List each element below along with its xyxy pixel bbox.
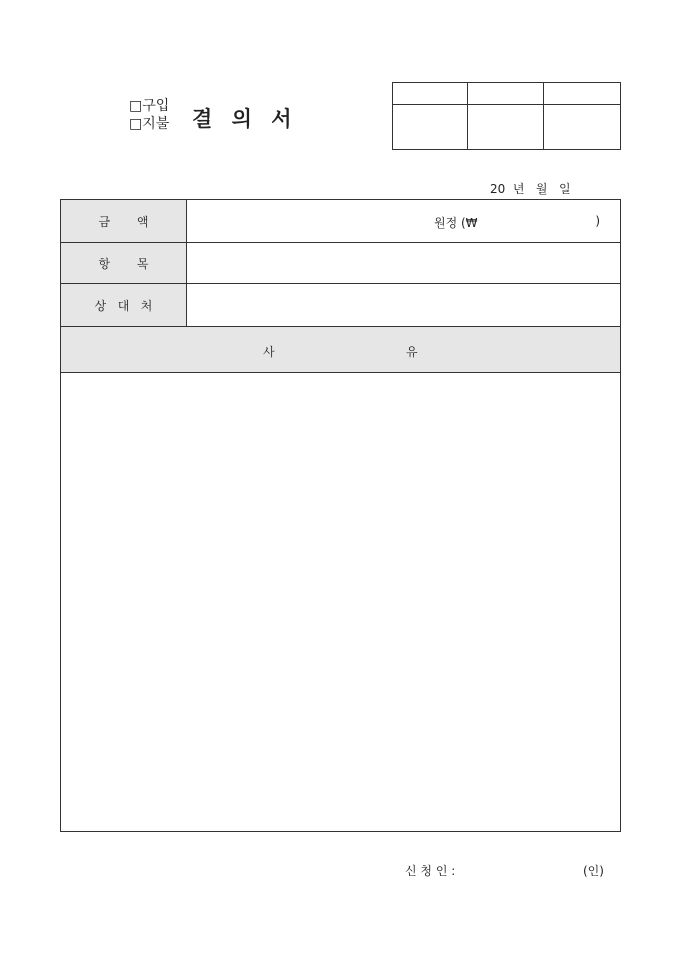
document-type-options (129, 97, 189, 133)
document-title: 결 의 서 (192, 106, 298, 131)
seal-label: (인) (583, 864, 604, 878)
amount-row (61, 200, 620, 243)
item-row (61, 243, 620, 284)
purchase-checkbox-option[interactable]: □구입 (129, 98, 170, 114)
reason-label-right: 유 (406, 345, 418, 359)
item-label: 항 목 (61, 243, 187, 283)
approval-sign-cell-2[interactable] (468, 105, 544, 149)
amount-suffix: ) (595, 214, 600, 228)
resolution-form (60, 199, 621, 832)
date-line[interactable]: 20 년 월 일 (490, 182, 571, 196)
applicant-label: 신 청 인 : (405, 864, 456, 878)
reason-header (61, 327, 620, 373)
approval-sign-cell-3[interactable] (544, 105, 620, 149)
counterparty-label: 상 대 처 (61, 284, 187, 326)
approval-header-cell-1 (393, 83, 468, 105)
approval-sign-cell-1[interactable] (393, 105, 468, 149)
amount-field[interactable] (187, 200, 620, 242)
reason-label-left: 사 (263, 345, 275, 359)
counterparty-field[interactable] (187, 284, 620, 326)
approval-header-cell-3 (544, 83, 620, 105)
amount-label: 금 액 (61, 200, 187, 242)
counterparty-row (61, 284, 620, 327)
payment-checkbox-option[interactable]: □지불 (129, 116, 170, 132)
reason-textarea[interactable] (61, 373, 620, 831)
approval-signature-grid (392, 82, 621, 150)
approval-header-cell-2 (468, 83, 544, 105)
item-field[interactable] (187, 243, 620, 283)
amount-prefix: 원정 (₩ (434, 216, 478, 230)
